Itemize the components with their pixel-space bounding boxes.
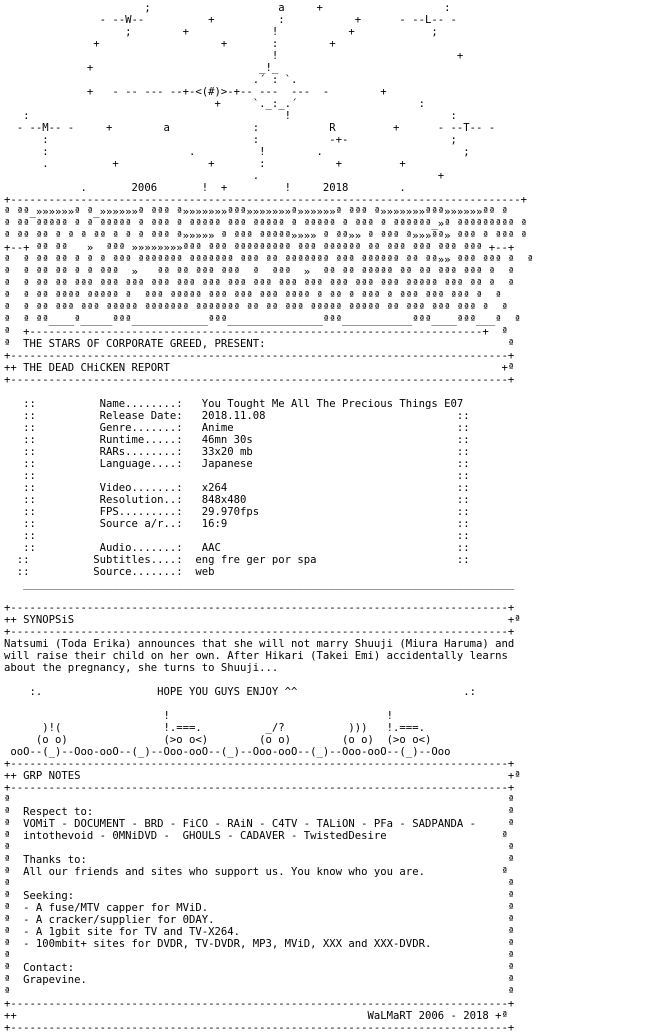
synopsis-header: +------------------------------------------------------------------------------+ ++ SYNOPSiS +ª +------------------------------------------------------------------------------+ — [4, 602, 521, 638]
release-info: :: Name........: You Tought Me All The Precious Things E07 :: Release Date: 2018.11.08 :: :: Genre.......: Anime :: :: Runtime.....: 46mn 30s :: :: RARs........: 33x20 mb :: :: Language....: Japanese :: :: :: :: Video.......: x264 :: :: Resolution..: 848x480 :: :: FPS.........: 29.970fps :: :: Source a/r..: 16:9 :: :: :: :: Audio.......: AAC :: :: Subtitles....: eng fre ger por spa :: :: Source.......: web _____________________________________________________________________________ — [16, 398, 515, 590]
logo-block: +--------------------------------------------------------------------------------+ ª ªª_»»»»»»ª ª_»»»»»»ª ªªª ª»»»»»»»ªªª»»»»»»»ª»»»»»»ª ªªª ª»»»»»»»ªªª»»»»»»ªª ª ª ªª ªªªªª ª ª ªªªªª ª ªªª ª ªªªªª ªªª ªªªªª ª ªªªªª ª ªªª ª ªªªªªª_»ª ªªªªªªªªª ª ª ªª ªª ª ª ª ªª ª ª ª ªªª ª»»»»» ª ªªª ªªªªª»»»» ª ªª»» ª ªªª ª»»»ªª» ªªª ª ªªª ª +--+ ªª ªª » ªªª »»»»»»»»ªªª ªªª ªªªªªªªªª ªªª ªªªªªª ªª ªªª ªªª ªªª ªªª +--+ ª ª ªª ªª ª ª ª ªªª ªªªªªªª ªªªªªªª ªªª ªª ªªªªªªª ªªª ªªªªªª ªª ªª»» ªªª ªªª ª ª ª ª ªª ªª ª ª ªªª » ªª ªª ªªª ªªª ª ªªª » ªª ªª ªªªªª ªª ªª ªªª ªªª ª ª ª ª ªª ªª ªªª ªªª ªªª ªªª ªªª ªªª ªªª ªªª ªªª ªªª ªªª ªªª ªªª ªªªªª ªªª ªª ª ª ª ª ªª ªªªª ªªªªª ª ªªª ªªªªª ªªª ªªª ªªª ªªªª ª ªª ª ªªª ª ªªª ªªª ªªª ª ª ª ª ªª ªªª ªªª ªªªªª ªªªªªªª ªªªªªªª ªª ªª ªªª ªªªªª ªªªªª ªª ªªª ªªª ªªª ª ª ª ª ªª____ª_____ªªª____________ªªª_______________ªªª___________ªªª____ªªª___ª ª ª +-----------------------------------------------------------------------+ ª ª THE STARS OF CORPORATE GREED, PRESENT: ª +------------------------------------------------------------------------------+ — [4, 194, 534, 362]
footer: +------------------------------------------------------------------------------+ ++ WaLMaRT 2006 - 2018 +ª +------------------------------------------------------------------------------+ — [4, 998, 515, 1034]
grp-notes-text: ª ª ª Respect to: ª ª VOMiT - DOCUMENT - BRD - FiCO - RAiN - C4TV - TALiON - PFa - SADPANDA - ª ª intothevoid - 0MNiDVD - GHOULS - CADAVER - TwistedDesire ª ª ª ª Thanks to: ª ª All our friends and sites who support us. You know who you are. ª ª ª ª Seeking: ª ª - A fuse/MTV capper for MViD. ª ª - A cracker/supplier for 0DAY. ª ª - A 1gbit site for TV and TV-X264. ª ª - 100mbit+ sites for DVDR, TV-DVDR, MP3, MViD, XXX and XXX-DVDR. ª ª ª ª Contact: ª ª Grapevine. ª ª ª — [4, 794, 515, 998]
header-art: ; a + : - --W-- + : + - --L-- - ; + ! + ; + + : + ! + + _!_ .´ : `. + - -- --- --+-<(#)>-+-- --- --- - + + `._:_.´ : : ! : - --M-- - + a : R + - --T-- - : : -+- ; : . ! . ; . + + : + + . + . 2006 ! + ! 2018 . — [16, 2, 496, 194]
enjoy-art: :. HOPE YOU GUYS ENJOY ^^ .: ! ! )!( !.===. _/? ))) !.===. (o o) (>o o<) (o o) (o o) (>o o<) ooO--(_)--Ooo-ooO--(_)--Ooo-ooO--(_)--Ooo-ooO--(_)--Ooo-ooO--(_)--Ooo — [10, 686, 476, 758]
release-title: ++ THE DEAD CHiCKEN REPORT +ª — [4, 362, 515, 374]
release-rule: +------------------------------------------------------------------------------+ — [4, 374, 515, 386]
grp-notes-header: +------------------------------------------------------------------------------+ ++ GRP NOTES +ª +------------------------------------------------------------------------------+ — [4, 758, 521, 794]
nfo-text — [4, 2, 533, 1034]
synopsis-text: Natsumi (Toda Erika) announces that she will not marry Shuuji (Miura Haruma) and will raise their child on her own. After Hikari (Takei Emi) accidentally learns about the pregnancy, she turns to Shuuji... — [4, 638, 515, 674]
